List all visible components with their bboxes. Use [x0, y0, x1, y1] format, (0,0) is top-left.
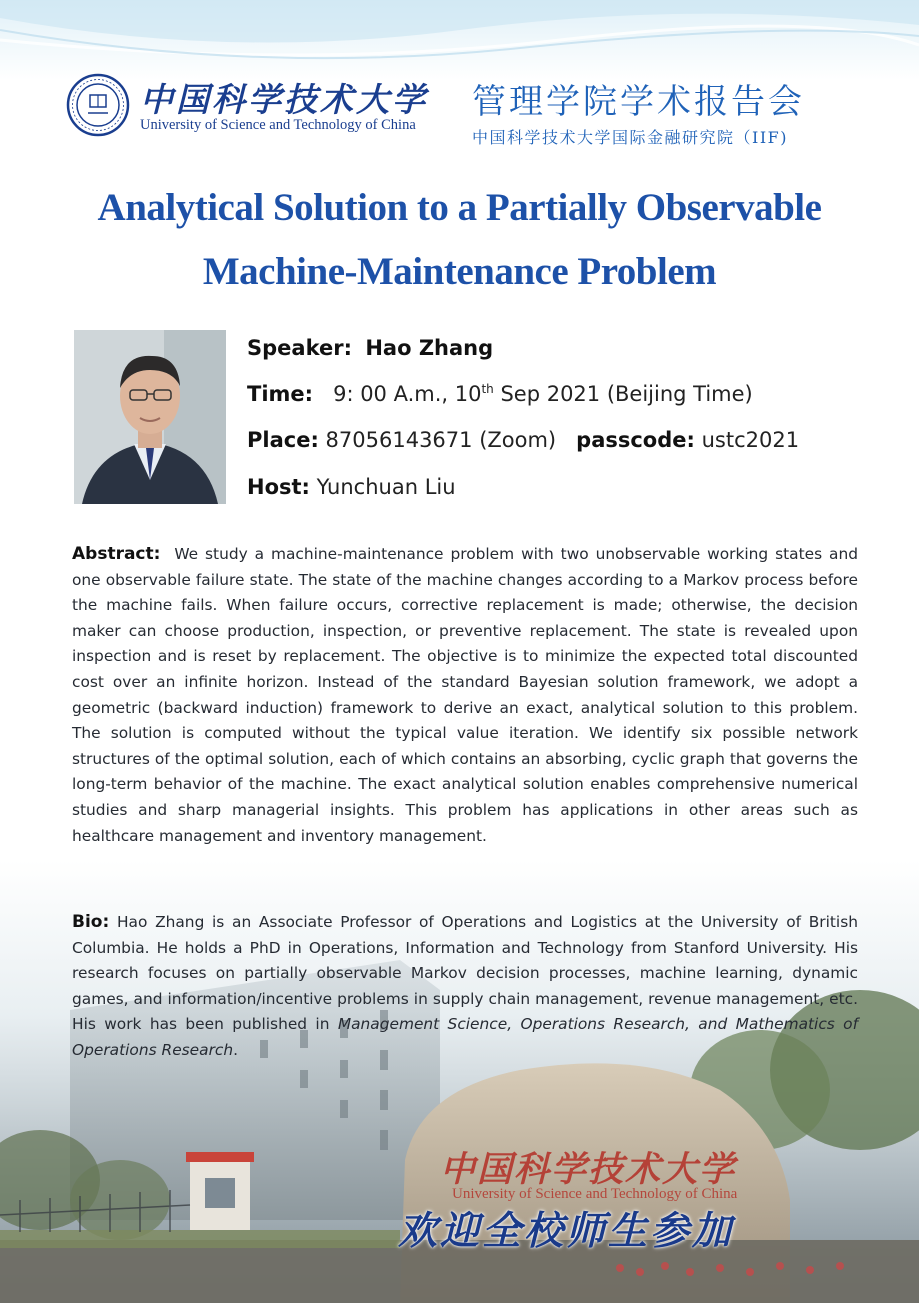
place-value: 87056143671 (Zoom) — [325, 428, 557, 452]
host-row — [247, 475, 456, 499]
speaker-photo — [74, 330, 226, 504]
talk-title-line-1: Analytical Solution to a Partially Observable — [97, 186, 822, 229]
bio-journals: Management Science, Operations Research, and Mathematics of Operations Research — [72, 1015, 858, 1059]
passcode-label: passcode: — [576, 428, 695, 452]
place-label: Place: — [247, 428, 319, 452]
host-name: Yunchuan Liu — [316, 475, 456, 499]
university-name-chinese: 中国科学技术大学 — [140, 80, 428, 119]
place-row — [247, 428, 799, 452]
speaker-label: Speaker: — [247, 336, 352, 360]
talk-title-line-2: Machine-Maintenance Problem — [202, 250, 717, 293]
bio-label: Bio: — [72, 912, 110, 932]
event-series-title: 管理学院学术报告会 — [472, 82, 805, 122]
host-label: Host: — [247, 475, 310, 499]
university-seal-logo — [66, 73, 130, 137]
welcome-slogan: 欢迎全校师生参加 — [398, 1208, 735, 1254]
time-value: 9: 00 A.m., 10th Sep 2021 (Beijing Time) — [333, 382, 753, 406]
abstract-paragraph — [72, 542, 858, 849]
speaker-name: Hao Zhang — [365, 336, 494, 360]
rock-inscription-chinese: 中国科学技术大学 — [440, 1149, 737, 1190]
abstract-label: Abstract: — [72, 544, 161, 564]
bio-paragraph: Bio: Hao Zhang is an Associate Professor of Operations and Logistics at the University of British Columbia. He holds a PhD in Operations, Information and Technology from Stanford University. His research focuses on partially observable Markov decision processes, machine learning, dynamic games, and information/incentive problems in supply chain management, revenue management, etc. His work has been published in Management Science, Operations Research, and Mathematics of Operations Research. — [72, 912, 858, 1059]
abstract-text: We study a machine-maintenance problem with two unobservable working states and one observable failure state. The state of the machine changes according to a Markov process before the machine fails. When failure occurs, corrective replacement is made; otherwise, the decision maker can choose production, inspection, or preventive replacement. The state is revealed upon inspection and is reset by replacement. The objective is to minimize the expected total discounted cost over an infinite horizon. Instead of the standard Bayesian solution framework, we adopt a geometric (backward induction) framework to derive an exact, analytical solution to this problem. The solution is computed without the typical value iteration. We identify six possible network structures of the optimal solution, each of which contains an absorbing, cyclic graph that governs the long-term behavior of the machine. The exact analytical solution enables comprehensive numerical studies and sharp managerial insights. This problem has applications in other areas such as healthcare management and inventory management. — [72, 545, 858, 845]
time-label: Time: — [247, 382, 314, 406]
speaker-row — [247, 336, 493, 360]
header-wave-background — [0, 0, 919, 80]
university-name-english: University of Science and Technology of China — [140, 117, 416, 133]
talk-title — [20, 176, 899, 304]
rock-inscription-english: University of Science and Technology of China — [452, 1186, 738, 1202]
time-row — [247, 382, 753, 406]
bio-text: Hao Zhang is an Associate Professor of Operations and Logistics at the University of British Columbia. He holds a PhD in Operations, Information and Technology from Stanford University. His research focuses on partially observable Markov decision processes, machine learning, dynamic games, and information/incentive problems in supply chain management, revenue management, etc. His work has been published in — [72, 913, 858, 1034]
passcode-value: ustc2021 — [701, 428, 800, 452]
event-host-institute: 中国科学技术大学国际金融研究院（IIF) — [472, 128, 788, 147]
